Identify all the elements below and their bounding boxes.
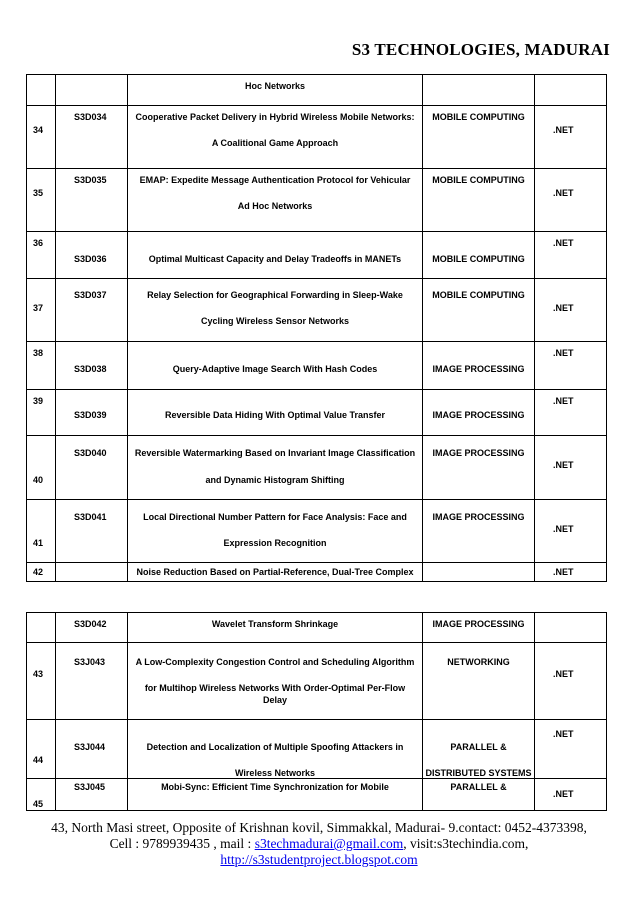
project-domain-cont: DISTRIBUTED SYSTEMS (425, 768, 532, 778)
project-tech: .NET (553, 188, 574, 198)
project-title-cont: Ad Hoc Networks (237, 201, 313, 211)
table-row (27, 75, 607, 106)
project-tech: .NET (553, 729, 574, 739)
table-row (27, 279, 607, 342)
project-tech: .NET (553, 125, 574, 135)
project-tech: .NET (553, 567, 574, 577)
project-table-1 (26, 74, 607, 582)
table-row (27, 779, 607, 811)
project-title-cont: for Multihop Wireless Networks With Order-Optimal Per-Flow (144, 683, 406, 693)
project-tech: .NET (553, 238, 574, 248)
project-domain: PARALLEL & (450, 782, 507, 792)
project-title: Reversible Watermarking Based on Invariant Image Classification (134, 448, 416, 458)
project-title: Noise Reduction Based on Partial-Reference, Dual-Tree Complex (136, 567, 414, 577)
project-domain: NETWORKING (447, 657, 510, 667)
project-domain: MOBILE COMPUTING (432, 175, 525, 185)
project-domain: MOBILE COMPUTING (432, 290, 525, 300)
project-code: S3D035 (74, 175, 107, 185)
project-title-cont: Delay (262, 695, 288, 705)
project-title: EMAP: Expedite Message Authentication Protocol for Vehicular (139, 175, 411, 185)
email-link[interactable]: s3techmadurai@gmail.com (254, 836, 404, 851)
project-domain: IMAGE PROCESSING (432, 364, 525, 374)
project-title: A Low-Complexity Congestion Control and Scheduling Algorithm (135, 657, 415, 667)
project-tech: .NET (553, 789, 574, 799)
row-number: 34 (33, 125, 44, 135)
project-tech: .NET (553, 348, 574, 358)
page-footer (0, 820, 638, 868)
project-domain: MOBILE COMPUTING (432, 254, 525, 264)
table-row (27, 500, 607, 563)
project-code: S3D039 (74, 410, 107, 420)
project-title: Hoc Networks (244, 81, 306, 91)
row-number: 43 (33, 669, 44, 679)
project-tech: .NET (553, 396, 574, 406)
project-tech: .NET (553, 303, 574, 313)
footer-visit: , visit:s3techindia.com, (403, 836, 529, 851)
project-title: Reversible Data Hiding With Optimal Value Transfer (165, 410, 385, 420)
project-domain: IMAGE PROCESSING (432, 448, 525, 458)
row-number: 36 (33, 238, 44, 248)
project-code: S3J044 (74, 742, 106, 752)
project-tech: .NET (553, 669, 574, 679)
project-title-cont: A Coalitional Game Approach (211, 138, 339, 148)
project-code: S3D034 (74, 112, 107, 122)
row-number: 42 (33, 567, 44, 577)
project-title: Cooperative Packet Delivery in Hybrid Wireless Mobile Networks: (135, 112, 415, 122)
row-number: 39 (33, 396, 44, 406)
row-number: 45 (33, 799, 44, 809)
table-row (27, 436, 607, 500)
project-title: Local Directional Number Pattern for Face Analysis: Face and (143, 512, 407, 522)
project-domain: MOBILE COMPUTING (432, 112, 525, 122)
row-number: 40 (33, 475, 44, 485)
table-row (27, 390, 607, 436)
table-row (27, 613, 607, 643)
project-code: S3D036 (74, 254, 107, 264)
table-row (27, 563, 607, 582)
footer-address: 43, North Masi street, Opposite of Krishnan kovil, Simmakkal, Madurai- 9.contact: 0452-4373398, (51, 820, 587, 835)
project-domain: IMAGE PROCESSING (432, 512, 525, 522)
project-title: Relay Selection for Geographical Forwarding in Sleep-Wake (147, 290, 403, 300)
project-code: S3D041 (74, 512, 107, 522)
project-table-2 (26, 612, 607, 811)
project-code: S3D037 (74, 290, 107, 300)
project-code: S3D040 (74, 448, 107, 458)
row-number: 41 (33, 538, 44, 548)
row-number: 38 (33, 348, 44, 358)
blog-link[interactable]: http://s3studentproject.blogspot.com (220, 852, 418, 867)
project-code: S3D038 (74, 364, 107, 374)
project-title: Optimal Multicast Capacity and Delay Tradeoffs in MANETs (148, 254, 402, 264)
footer-cell: Cell : 9789939435 , mail : (109, 836, 255, 851)
project-title: Query-Adaptive Image Search With Hash Codes (172, 364, 378, 374)
row-number: 37 (33, 303, 44, 313)
project-tech: .NET (553, 524, 574, 534)
project-code: S3D042 (74, 619, 107, 629)
project-domain: IMAGE PROCESSING (432, 410, 525, 420)
project-domain: IMAGE PROCESSING (432, 619, 525, 629)
project-tech: .NET (553, 460, 574, 470)
project-title-cont: Cycling Wireless Sensor Networks (201, 316, 349, 326)
project-title-cont: Expression Recognition (223, 538, 327, 548)
table-row (27, 106, 607, 169)
project-title-cont: Wireless Networks (235, 768, 315, 778)
project-domain: PARALLEL & (450, 742, 507, 752)
project-title: Wavelet Transform Shrinkage (211, 619, 339, 629)
project-code: S3J045 (74, 782, 106, 792)
company-header: S3 TECHNOLOGIES, MADURAI (351, 40, 610, 59)
table-row (27, 169, 607, 232)
table-row (27, 643, 607, 720)
project-title: Detection and Localization of Multiple Spoofing Attackers in (146, 742, 404, 752)
row-number: 44 (33, 755, 44, 765)
table-row (27, 720, 607, 779)
table-row (27, 342, 607, 390)
project-code: S3J043 (74, 657, 106, 667)
row-number: 35 (33, 188, 44, 198)
project-title-cont: and Dynamic Histogram Shifting (205, 475, 345, 485)
footer-contact (0, 836, 638, 852)
project-title: Mobi-Sync: Efficient Time Synchronization for Mobile (161, 782, 389, 792)
table-row (27, 232, 607, 279)
